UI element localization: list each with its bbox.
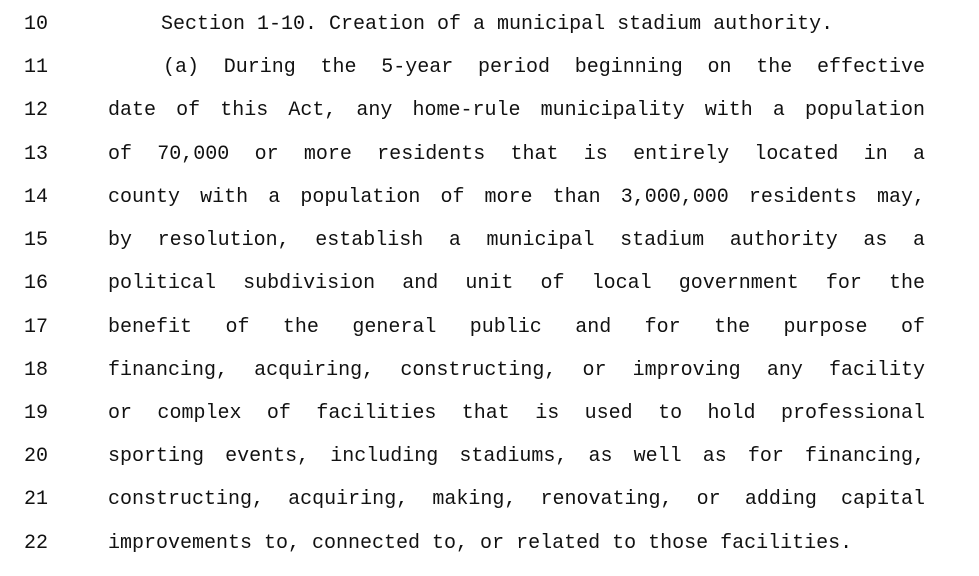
line-number: 11 <box>24 56 49 79</box>
line-number: 21 <box>24 488 49 511</box>
line-text: sporting events, including stadiums, as well as for financing, <box>108 445 925 468</box>
line-number: 13 <box>24 143 49 166</box>
document-line <box>0 230 979 273</box>
line-text: by resolution, establish a municipal stadium authority as a <box>108 229 925 252</box>
line-text: constructing, acquiring, making, renovating, or adding capital <box>108 488 925 511</box>
document-line <box>0 187 979 230</box>
line-number: 22 <box>24 532 49 555</box>
line-text: financing, acquiring, constructing, or improving any facility <box>108 359 925 382</box>
line-text: date of this Act, any home-rule municipality with a population <box>108 99 925 122</box>
line-text: improvements to, connected to, or related to those facilities. <box>108 532 853 555</box>
line-number: 17 <box>24 316 49 339</box>
line-text: or complex of facilities that is used to hold professional <box>108 402 925 425</box>
line-number: 19 <box>24 402 49 425</box>
line-text: benefit of the general public and for the purpose of <box>108 316 925 339</box>
document-line <box>0 533 979 576</box>
line-number: 12 <box>24 99 49 122</box>
document-line <box>0 446 979 489</box>
document-line <box>0 144 979 187</box>
line-number: 10 <box>24 13 49 36</box>
document-line <box>0 273 979 316</box>
document-line <box>0 360 979 403</box>
line-text: (a) During the 5-year period beginning on the effective <box>163 56 925 79</box>
line-text: of 70,000 or more residents that is entirely located in a <box>108 143 925 166</box>
section-heading: Section 1-10. Creation of a municipal stadium authority. <box>161 13 834 36</box>
document-line <box>0 57 979 100</box>
document-line <box>0 100 979 143</box>
document-line <box>0 14 979 57</box>
line-text: political subdivision and unit of local government for the <box>108 272 925 295</box>
document-line <box>0 403 979 446</box>
document-line <box>0 317 979 360</box>
line-number: 15 <box>24 229 49 252</box>
document-line <box>0 489 979 532</box>
line-number: 18 <box>24 359 49 382</box>
line-number: 16 <box>24 272 49 295</box>
line-text: county with a population of more than 3,000,000 residents may, <box>108 186 925 209</box>
line-number: 20 <box>24 445 49 468</box>
line-number: 14 <box>24 186 49 209</box>
